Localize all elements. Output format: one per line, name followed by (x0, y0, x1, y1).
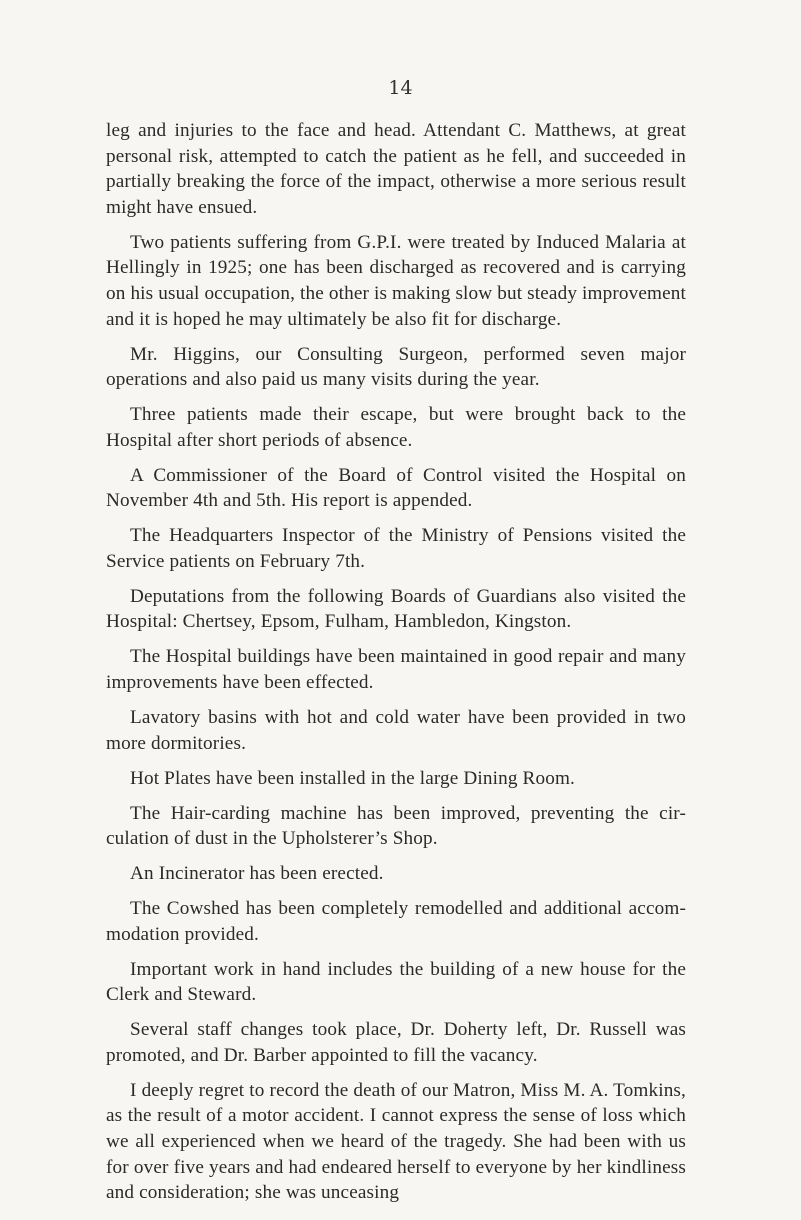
paragraph-continued: leg and injuries to the face and head. Attendant C. Matthews, at great personal risk, attempted to catch the patient as he fell, and succeeded in partially breaking the force of the impact, otherwise a more serious result might have ensued. (106, 120, 686, 218)
paragraph-malaria-treatment: Two patients suffering from G.P.I. were treated by Induced Malaria at Hellingly in 1925; one has been discharged as recovered and is carrying on his usual occupation, the other is making slow but steady improvement and it is hoped he may ultimately be also fit for discharge. (106, 231, 686, 330)
paragraph-lavatory: Lavatory basins with hot and cold water have been provided in two more dormitories. (106, 707, 686, 754)
paragraph-cowshed: The Cowshed has been completely remodelled and additional accom-modation provided. (106, 898, 686, 945)
paragraph-deputations: Deputations from the following Boards of Guardians also visited the Hospital: Chertsey, Epsom, Fulham, Hambledon, Kingston. (106, 585, 686, 633)
page-number: 14 (388, 77, 413, 99)
paragraph-matron: I deeply regret to record the death of our Matron, Miss M. A. Tomkins, as the result of a motor accident. I cannot express the sense of loss which we all experienced when we heard of the tragedy. She had been with us for over five years and had endeared herself to everyone by her kindliness and consideration; she was unceasing (106, 1079, 686, 1204)
paragraph-new-house: Important work in hand includes the building of a new house for the Clerk and Steward. (106, 958, 686, 1006)
paragraph-commissioner: A Commissioner of the Board of Control visited the Hospital on November 4th and 5th. His report is appended. (106, 464, 686, 512)
body-text (106, 118, 686, 1215)
paragraph-incinerator: An Incinerator has been erected. (130, 863, 384, 885)
paragraph-surgeon: Mr. Higgins, our Consulting Surgeon, performed seven major operations and also paid us many visits during the year. (106, 343, 686, 391)
paragraph-escapes: Three patients made their escape, but were brought back to the Hospital after short periods of absence. (106, 404, 686, 451)
paragraph-staff-changes: Several staff changes took place, Dr. Doherty left, Dr. Russell was promoted, and Dr. Barber appointed to fill the vacancy. (106, 1019, 686, 1066)
paragraph-hot-plates: Hot Plates have been installed in the large Dining Room. (130, 767, 576, 789)
paragraph-hair-carding: The Hair-carding machine has been improved, preventing the cir-culation of dust in the Upholsterer’s Shop. (106, 802, 686, 850)
paragraph-inspector: The Headquarters Inspector of the Ministry of Pensions visited the Service patients on February 7th. (106, 525, 686, 572)
paragraph-buildings: The Hospital buildings have been maintained in good repair and many improvements have been effected. (106, 646, 686, 694)
